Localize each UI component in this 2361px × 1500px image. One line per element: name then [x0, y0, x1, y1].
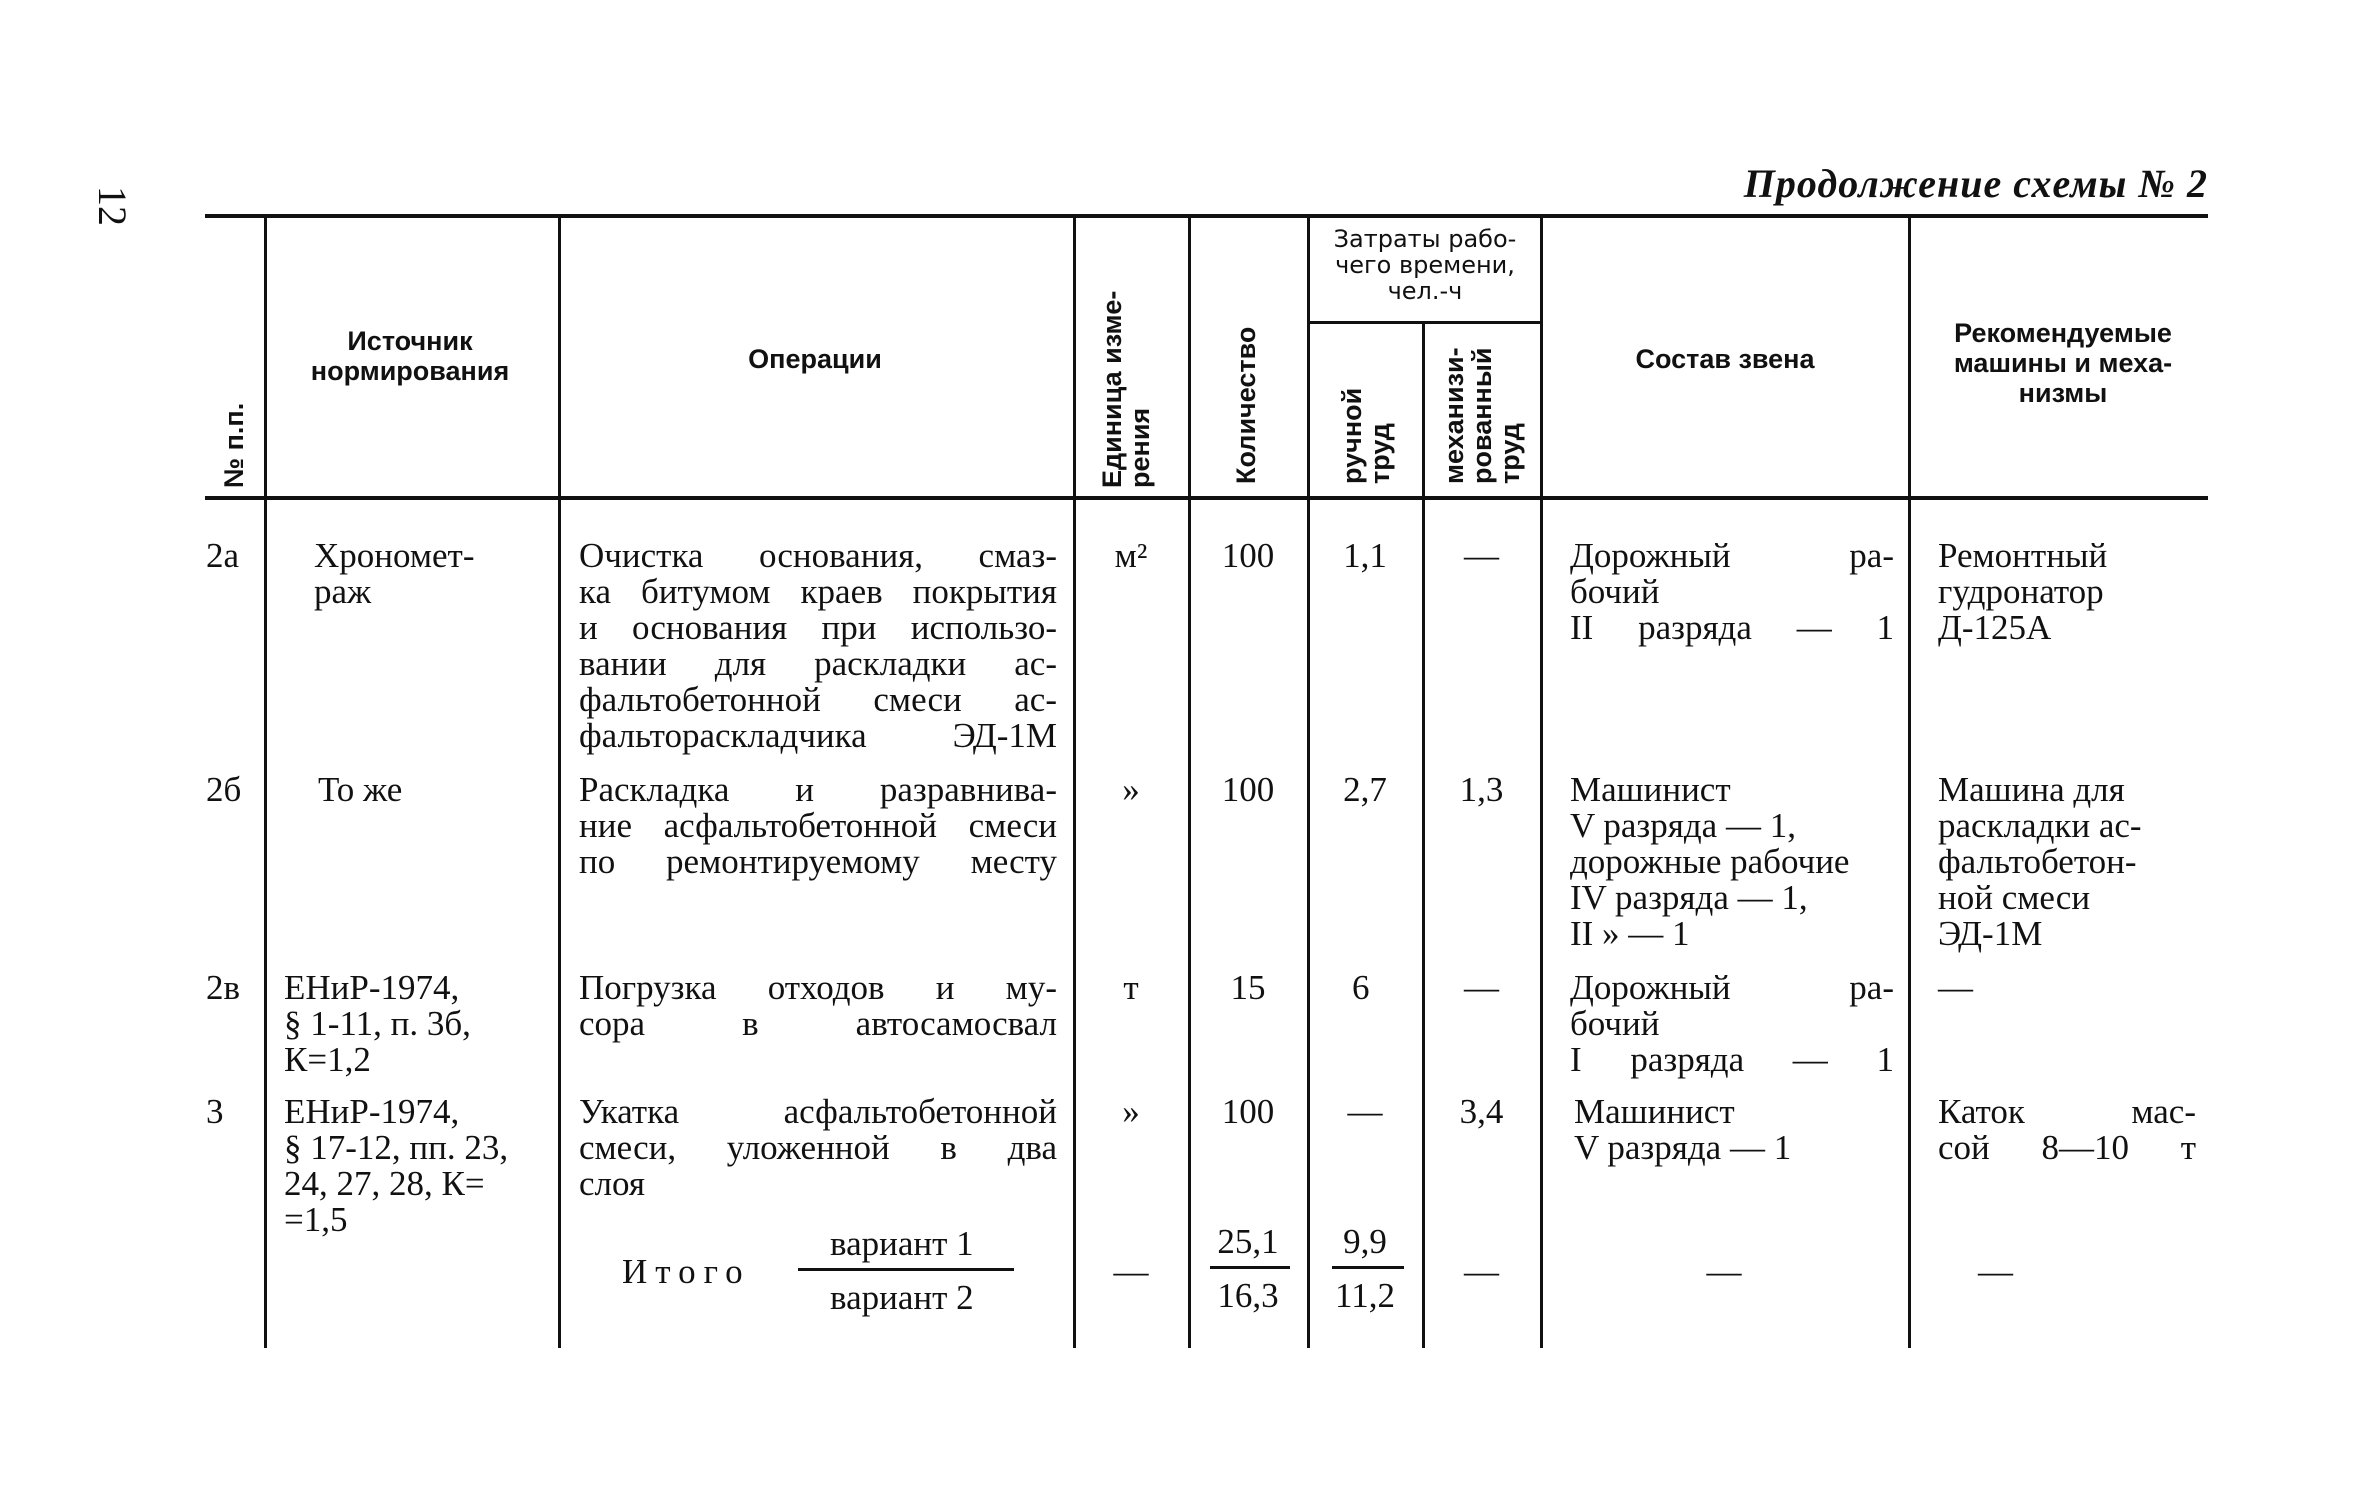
- col-rule-2: [558, 218, 561, 1348]
- row-2v-machines: —: [1938, 968, 1973, 1007]
- row-2b-manual: 2,7: [1343, 770, 1387, 809]
- header-mechanized: механизи- рованный труд: [1439, 347, 1525, 484]
- row-2v-crew: Дорожный ра- бочий I разряда — 1: [1570, 968, 1894, 1079]
- total-variant-bar: [798, 1268, 1014, 1271]
- continuation-title: Продолжение схемы № 2: [1743, 161, 2208, 206]
- time-group-rule: [1310, 321, 1540, 324]
- total-quantity-v2: 16,3: [1217, 1276, 1279, 1315]
- row-2b-quantity: 100: [1221, 770, 1275, 809]
- col-rule-7: [1540, 218, 1543, 1348]
- header-machines: Рекомендуемые машины и меха-низмы: [1953, 318, 2173, 408]
- row-2a-machines: Ремонтный гудронатор Д-125А: [1938, 536, 2108, 647]
- row-2b-operation: Раскладка и разравнива- ние асфальтобетонной смеси по ремонтируемому месту: [579, 770, 1057, 881]
- row-2a-num: 2а: [206, 536, 240, 575]
- row-3-source: ЕНиР-1974, § 17-12, пп. 23, 24, 27, 28, К= =1,5: [284, 1092, 509, 1239]
- total-manual-bar: [1332, 1266, 1404, 1269]
- row-2a-unit: м²: [1114, 536, 1148, 575]
- header-manual: ручной труд: [1337, 387, 1395, 484]
- row-3-operation: Укатка асфальтобетонной смеси, уложенной в два слоя: [579, 1092, 1057, 1203]
- row-2v-quantity: 15: [1230, 968, 1266, 1007]
- header-time-group: Затраты рабо- чего времени, чел.-ч: [1333, 225, 1517, 305]
- row-3-manual: —: [1347, 1092, 1383, 1131]
- total-mechanized: —: [1464, 1252, 1499, 1291]
- row-2a-mechanized: —: [1464, 536, 1499, 575]
- col-rule-8: [1908, 218, 1911, 1348]
- row-2a-manual: 1,1: [1343, 536, 1387, 575]
- total-variant2: вариант 2: [830, 1278, 974, 1317]
- total-unit: —: [1113, 1252, 1149, 1291]
- row-3-quantity: 100: [1221, 1092, 1275, 1131]
- page-number: 12: [90, 186, 135, 226]
- col-rule-6: [1422, 322, 1425, 1348]
- header-operations: Операции: [748, 344, 882, 374]
- row-2v-mechanized: —: [1464, 968, 1499, 1007]
- header-crew: Состав звена: [1635, 344, 1815, 374]
- row-2v-operation: Погрузка отходов и му- сора в автосамосвал: [579, 968, 1057, 1043]
- row-2v-manual: 6: [1352, 968, 1370, 1007]
- total-quantity-v1: 25,1: [1217, 1222, 1279, 1261]
- row-3-unit: »: [1122, 1092, 1140, 1131]
- row-2v-num: 2в: [206, 968, 241, 1007]
- row-3-crew: Машинист V разряда — 1: [1574, 1092, 1792, 1167]
- total-variant1: вариант 1: [830, 1224, 974, 1263]
- header-source: Источник нормирования: [310, 326, 510, 386]
- total-quantity-bar: [1210, 1266, 1290, 1269]
- row-2a-crew: Дорожный ра- бочий II разряда — 1: [1570, 536, 1894, 647]
- row-3-machines: Каток мас- сой 8—10 т: [1938, 1092, 2196, 1167]
- row-2b-mechanized: 1,3: [1459, 770, 1504, 809]
- row-2a-operation: Очистка основания, смаз- ка битумом краев покрытия и основания при использо- вании для раскладки ас- фальтобетонной смеси ас- фальтораскладчика ЭД-1М: [579, 536, 1057, 755]
- header-num: № п.п.: [219, 402, 249, 488]
- row-2v-unit: т: [1123, 968, 1139, 1007]
- header-unit: Единица изме- рения: [1097, 290, 1155, 488]
- row-2b-num: 2б: [206, 770, 242, 809]
- row-3-num: 3: [206, 1092, 224, 1131]
- header-quantity: Количество: [1231, 326, 1261, 484]
- total-machines: —: [1978, 1252, 2013, 1291]
- col-rule-1: [264, 218, 267, 1348]
- row-2b-crew: Машинист V разряда — 1, дорожные рабочие IV разряда — 1, II » — 1: [1570, 770, 1850, 953]
- row-2a-quantity: 100: [1221, 536, 1275, 575]
- row-2b-machines: Машина для раскладки ас- фальтобетон- ной смеси ЭД-1М: [1938, 770, 2142, 953]
- row-2a-source: Хрономет- раж: [314, 536, 475, 611]
- row-3-mechanized: 3,4: [1459, 1092, 1504, 1131]
- total-manual-v2: 11,2: [1335, 1276, 1395, 1315]
- total-crew: —: [1706, 1252, 1742, 1291]
- row-2b-unit: »: [1122, 770, 1140, 809]
- row-2b-source: То же: [318, 770, 403, 809]
- total-manual-v1: 9,9: [1343, 1222, 1387, 1261]
- row-2v-source: ЕНиР-1974, § 1-11, п. 3б, К=1,2: [284, 968, 471, 1079]
- total-label: Итого: [622, 1252, 751, 1291]
